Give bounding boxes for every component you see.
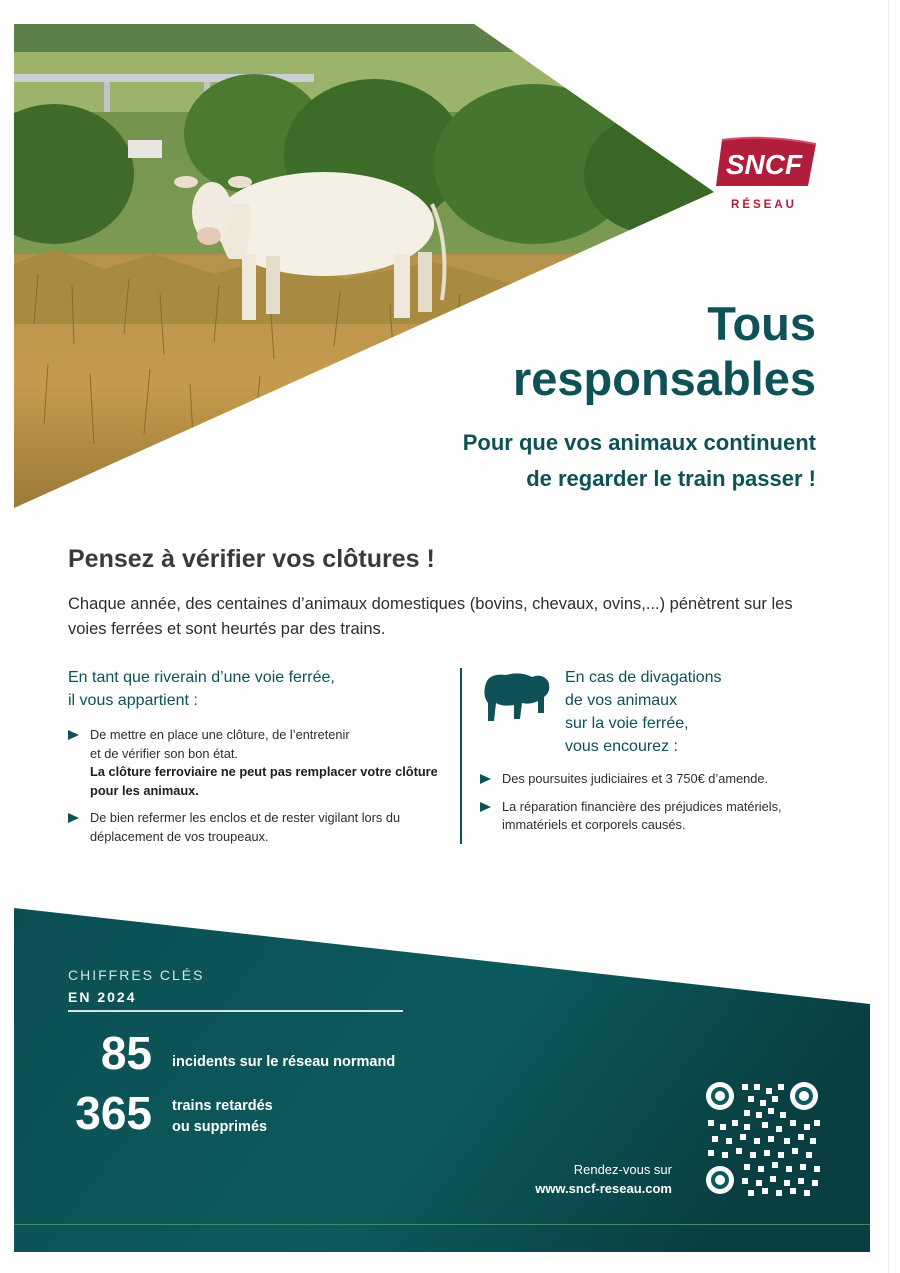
column-divider [460, 668, 462, 844]
subheadline [256, 425, 816, 497]
visit-text: Rendez-vous sur [573, 1162, 672, 1177]
stat-label-line1: trains retardés [172, 1098, 273, 1114]
list-item [480, 798, 820, 835]
left-bullet-list [68, 726, 438, 846]
bullet-arrow-icon [480, 774, 491, 784]
stat-label: incidents sur le réseau normand [172, 1054, 396, 1070]
key-figures-label: CHIFFRES CLÉS [68, 967, 205, 983]
bullet-text-line1: De mettre en place une clôture, de l’entretenir [90, 727, 350, 742]
scan-edge [888, 0, 889, 1273]
website-callout [535, 1160, 672, 1198]
headline [316, 296, 816, 406]
list-item [68, 726, 438, 800]
intro-paragraph: Chaque année, des centaines d’animaux domestiques (bovins, chevaux, ovins,...) pénètrent sur les voies ferrées et sont heurtés par des trains. [68, 595, 793, 638]
bullet-text: Des poursuites judiciaires et 3 750€ d’amende. [502, 771, 769, 786]
right-heading-line1: En cas de divagations [565, 669, 722, 686]
right-heading-line3: sur la voie ferrée, [565, 715, 689, 732]
qr-code-icon[interactable] [704, 1080, 820, 1196]
key-figures-rule [68, 1010, 403, 1012]
left-column [68, 666, 438, 855]
right-bullet-list [480, 770, 820, 835]
section-title: Pensez à vérifier vos clôtures ! [68, 545, 435, 573]
sncf-logo-badge [716, 134, 816, 190]
headline-line2: responsables [512, 352, 816, 405]
svg-text:SNCF: SNCF [725, 149, 803, 180]
key-figures-year: EN 2024 [68, 989, 137, 1005]
stat-label-line2: ou supprimés [172, 1119, 268, 1135]
bullet-arrow-icon [68, 730, 79, 740]
subheadline-line2: de regarder le train passer ! [526, 466, 816, 491]
list-item [68, 809, 438, 846]
list-item [480, 770, 820, 789]
sheep-icon [480, 669, 552, 725]
left-heading [68, 666, 438, 712]
stat-label [172, 1096, 322, 1138]
website-link[interactable]: www.sncf-reseau.com [535, 1181, 672, 1196]
right-column [480, 666, 820, 844]
bullet-bold-text: La clôture ferroviaire ne peut pas remplacer votre clôture pour les animaux. [90, 764, 438, 798]
right-heading-line2: de vos animaux [565, 692, 678, 709]
logo-subtitle: RÉSEAU [731, 199, 797, 211]
bullet-text-line2: et de vérifier son bon état. [90, 745, 238, 761]
stat-number: 85 [100, 1027, 152, 1079]
bullet-text: De bien refermer les enclos et de rester vigilant lors du déplacement de vos troupeaux. [90, 810, 401, 844]
right-heading-line4: vous encourez : [565, 738, 678, 755]
bullet-arrow-icon [480, 802, 491, 812]
stat-number: 365 [75, 1087, 152, 1139]
bullet-text: La réparation financière des préjudices matériels, immatériels et corporels causés. [502, 798, 782, 832]
subheadline-line1: Pour que vos animaux continuent [462, 430, 816, 455]
headline-line1: Tous [707, 297, 816, 350]
bullet-arrow-icon [68, 813, 79, 823]
sncf-reseau-logo [716, 134, 820, 211]
left-heading-line2: il vous appartient : [68, 692, 198, 709]
left-heading-line1: En tant que riverain d’une voie ferrée, [68, 669, 335, 686]
right-heading [480, 666, 820, 758]
